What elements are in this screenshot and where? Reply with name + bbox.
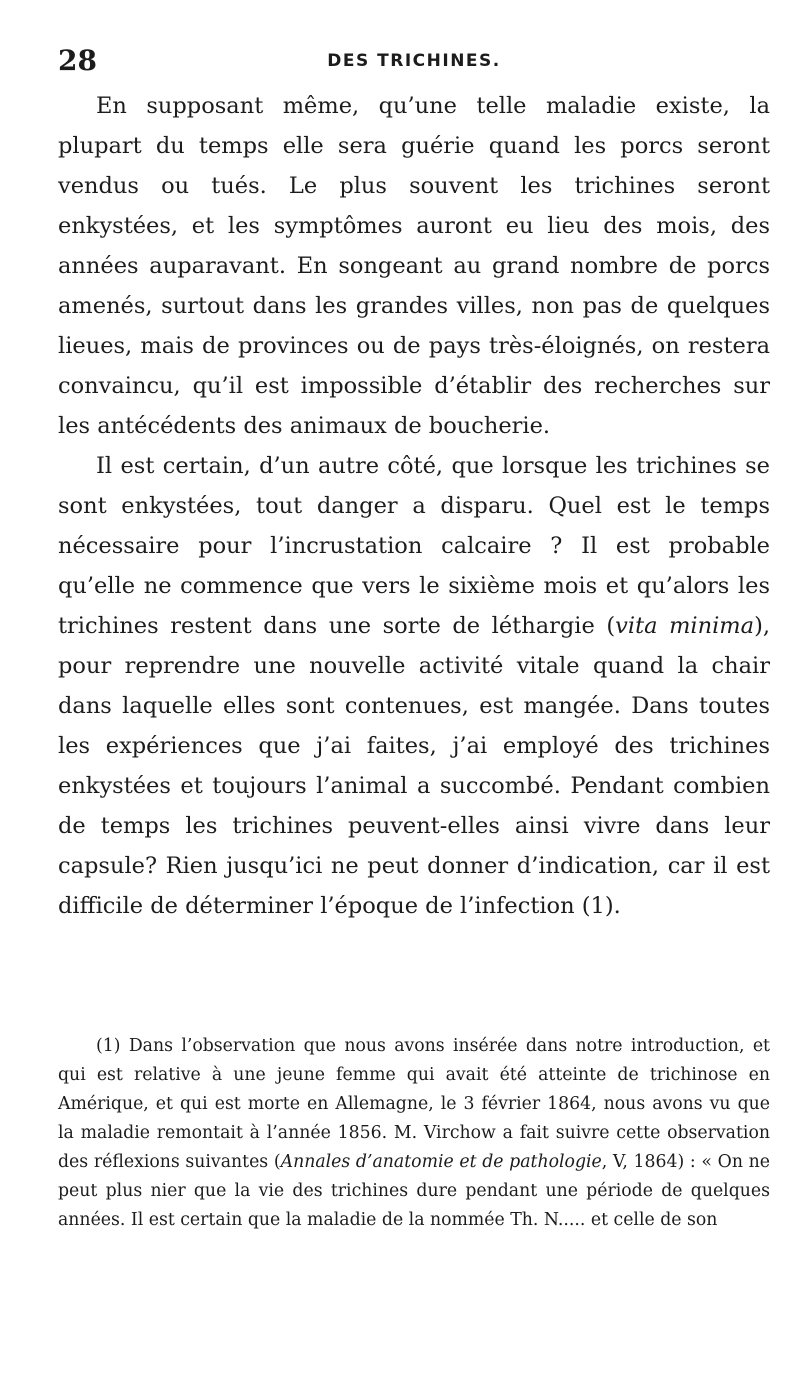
paragraph-1: En supposant même, qu’une telle maladie existe, la plupart du temps elle sera guérie quand les porcs seront vendus ou tués. Le plus souvent les trichines seront enkystées, et les symptômes auront eu lieu des mois, des années auparavant. En songeant au grand nombre de porcs amenés, surtout dans les grandes villes, non pas de quelques lieues, mais de provinces ou de pays très-éloignés, on restera convaincu, qu’il est impossible d’établir des recherches sur les antécédents des animaux de boucherie.	[58, 93, 770, 439]
page-number: 28	[58, 44, 97, 77]
paragraph-2-text-b: ), pour reprendre une nouvelle activité vitale quand la chair dans laquelle elles sont contenues, est mangée. Dans toutes les expériences que j’ai faites, j’ai employé des trichines enkystées et toujours l’animal a succombé. Pendant combien de temps les trichines peuvent-elles ainsi vivre dans leur capsule? Rien jusqu’ici ne peut donner d’indication, car il est difficile de déterminer l’époque de l’infection (1).	[58, 613, 770, 919]
main-text	[58, 86, 770, 926]
footnote-text-a: (1) Dans l’observation que nous avons insérée dans notre introduction, et qui est relative à une jeune femme qui avait été atteinte de trichinose en Amérique, et qui est morte en Allemagne, le 3 février 1864, nous avons vu que la maladie remontait à l’année 1856. M. Virchow a fait suivre cette observation des réflexions suivantes (	[58, 1036, 770, 1172]
footnote	[58, 1032, 770, 1235]
running-head: DES TRICHINES.	[327, 51, 501, 71]
page-header	[58, 46, 770, 76]
footnote-text-b: , V, 1864) : « On ne peut plus nier que la vie des trichines dure pendant une période de quelques années. Il est certain que la maladie de la nommée Th. N..... et celle de son	[58, 1152, 770, 1230]
paragraph-2	[58, 446, 770, 926]
paragraph-2-text-a: Il est certain, d’un autre côté, que lorsque les trichines se sont enkystées, tout danger a disparu. Quel est le temps nécessaire pour l’incrustation calcaire ? Il est probable qu’elle ne commence que vers le sixième mois et qu’alors les trichines restent dans une sorte de léthargie (	[58, 453, 770, 639]
paragraph-2-italic: vita minima	[615, 613, 755, 639]
footnote-italic: Annales d’anatomie et de pathologie	[280, 1152, 602, 1172]
